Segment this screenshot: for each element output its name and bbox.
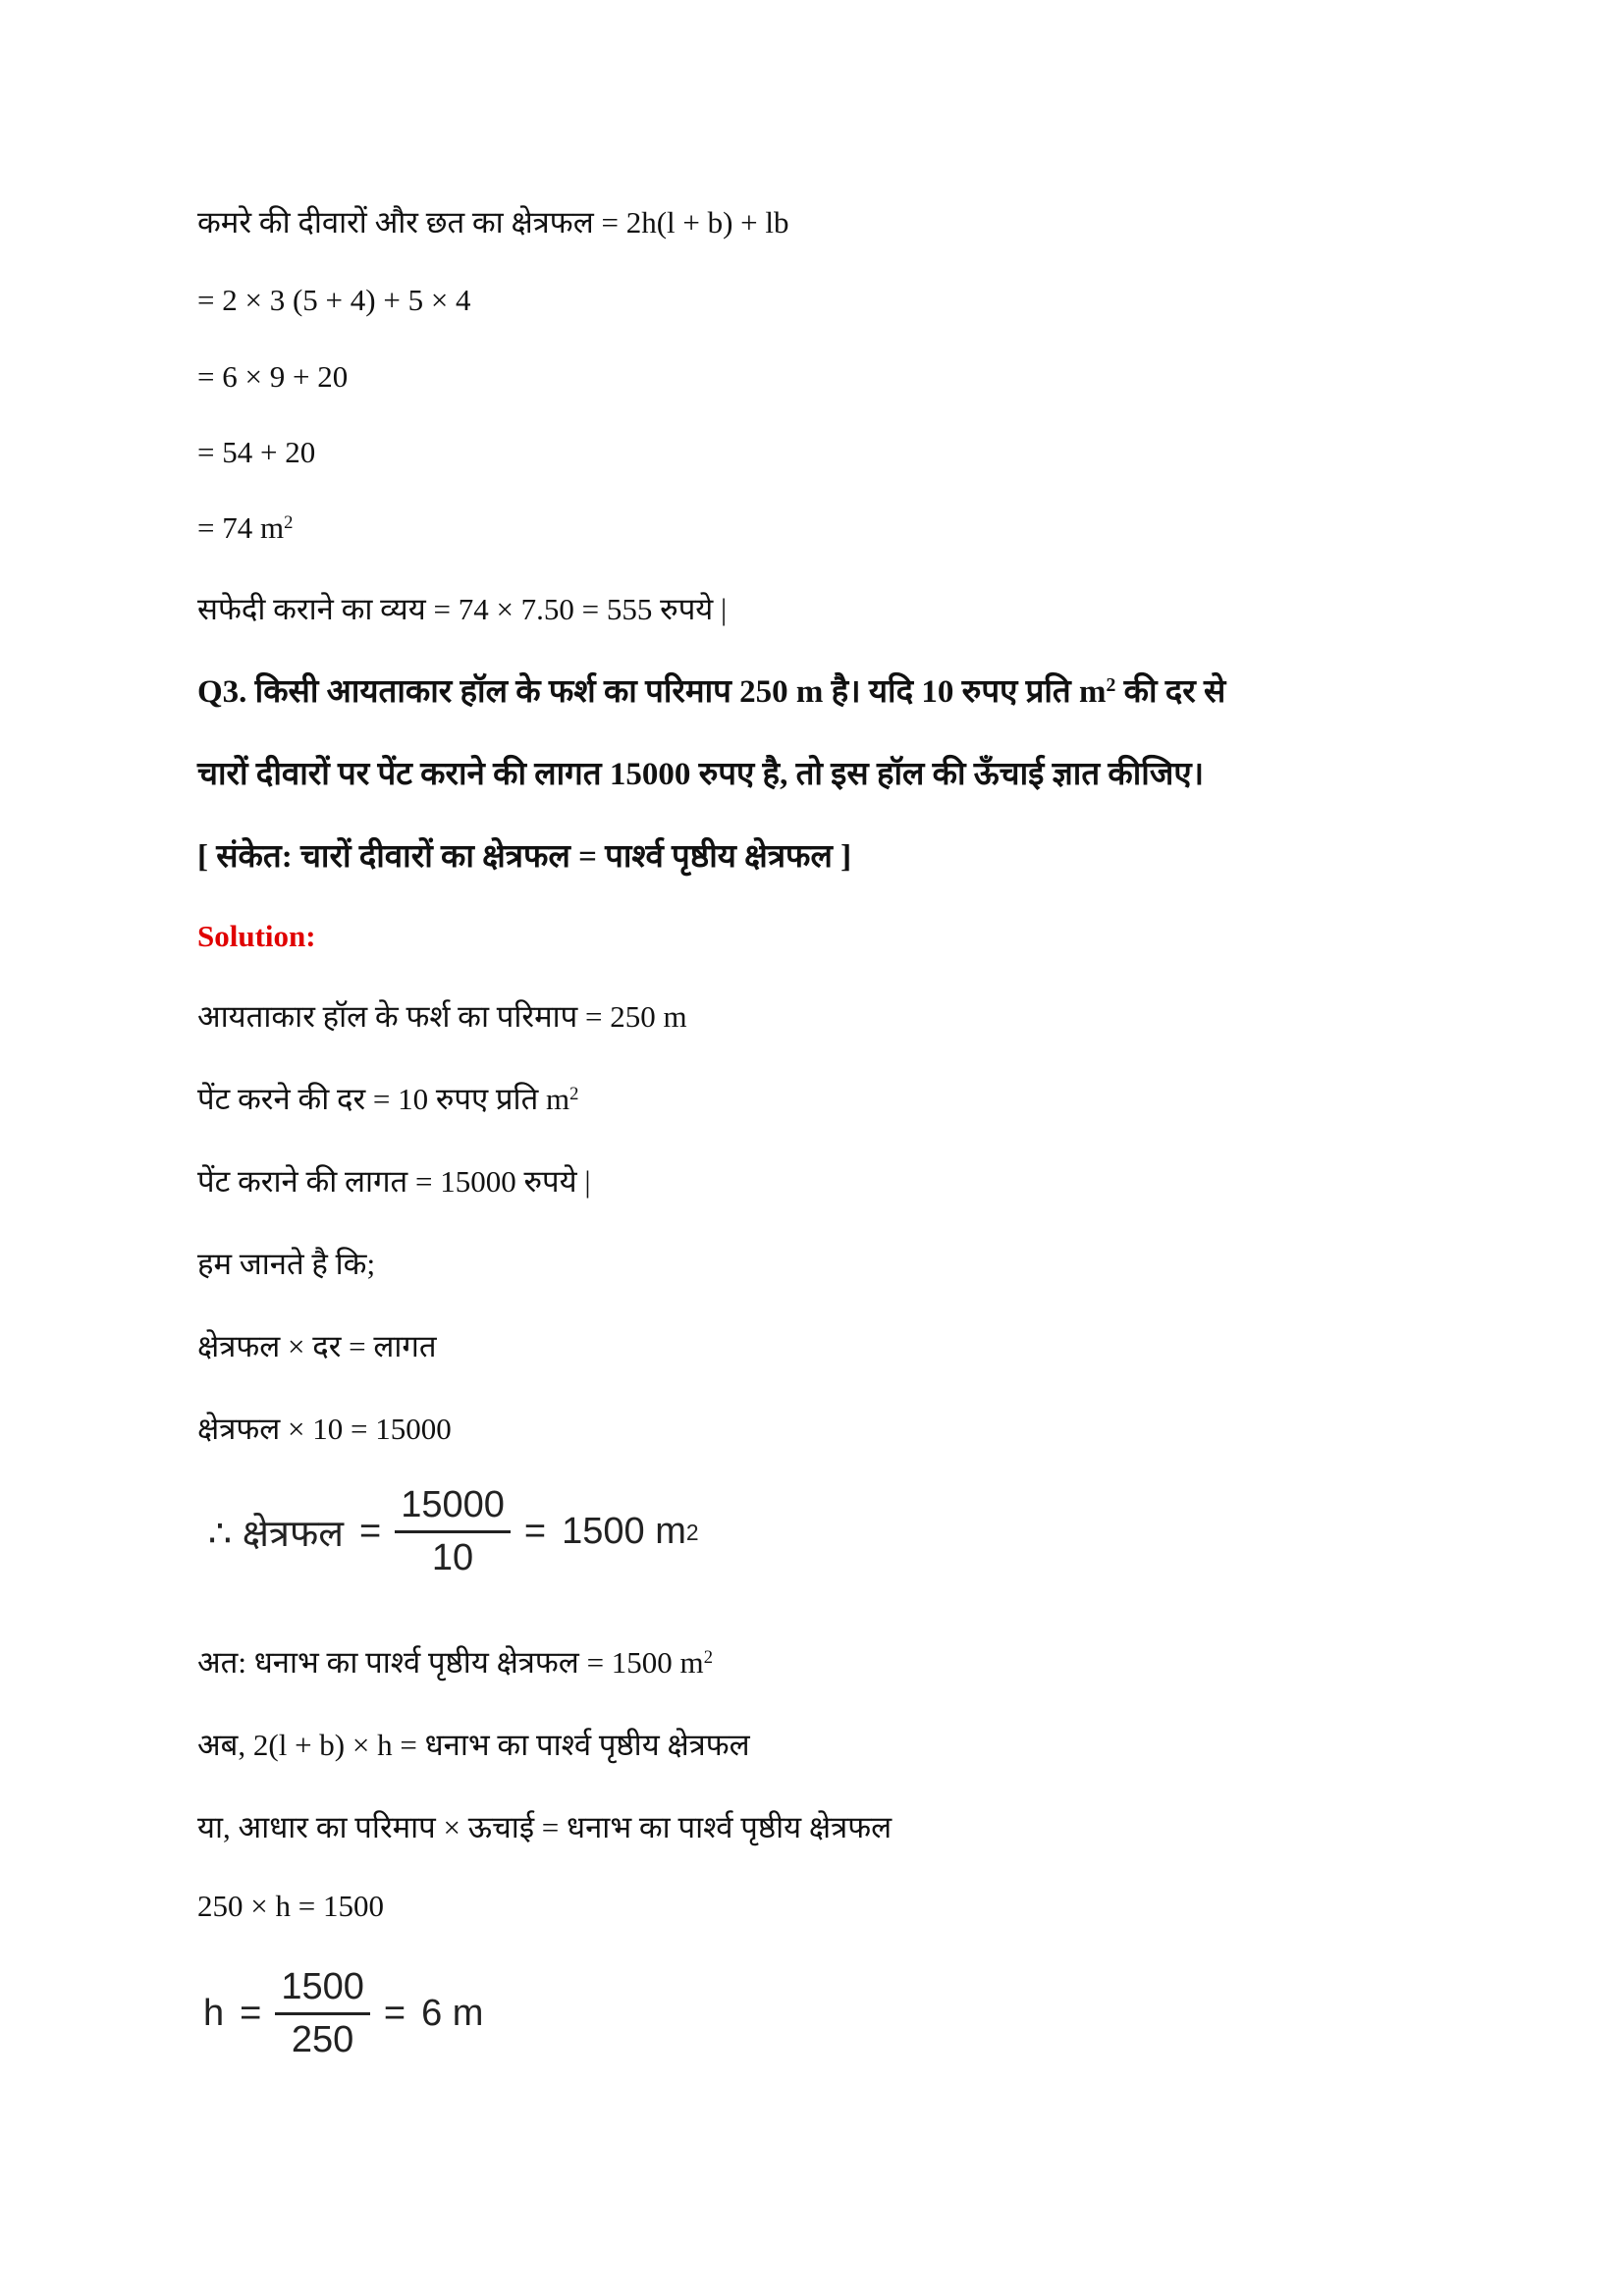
area-fraction: $\frac{15000}{10}$ [395,1484,511,1579]
calc-step-2: = 6 × 9 + 20 [197,359,349,394]
calc-step-4: = 74 $m^2$ [197,510,294,545]
solution-label: Solution: [197,919,316,953]
walls-ceiling-area-formula: कमरे की दीवारों और छत का क्षेत्रफल = 2h(l + b) + lb [197,205,789,240]
solution-line-lateral-formula: अब, 2(l + b) × h = धनाभ का पार्श्व पृष्ठीय क्षेत्रफल [197,1728,750,1762]
solution-line-formula: क्षेत्रफल × दर = लागत [197,1329,437,1363]
calc-step-3: = 54 + 20 [197,435,316,469]
solution-line-substitute: क्षेत्रफल × 10 = 15000 [197,1412,452,1446]
whitewash-cost-line: सफेदी कराने का व्यय = 74 × 7.50 = 555 रुपये | [197,592,728,626]
question-hint: [ संकेत: चारों दीवारों का क्षेत्रफल = पार्श्व पृष्ठीय क्षेत्रफल ] [197,839,852,875]
question-line-2: चारों दीवारों पर पेंट कराने की लागत 15000 रुपए है, तो इस हॉल की ऊँचाई ज्ञात कीजिए। [197,757,1205,792]
solution-line-rate: पेंट करने की दर = 10 रुपए प्रति $m^2$ [197,1082,579,1116]
question-line-1: Q3. किसी आयताकार हॉल के फर्श का परिमाप 250 m है। यदि 10 रुपए प्रति $m^2$ की दर से [197,674,1226,710]
height-fraction: $\frac{1500}{250}$ [275,1966,370,2061]
solution-line-perimeter: आयताकार हॉल के फर्श का परिमाप = 250 m [197,999,687,1034]
solution-line-lateral-area: अत: धनाभ का पार्श्व पृष्ठीय क्षेत्रफल = 1500 $m^2$ [197,1645,713,1680]
solution-line-cost: पेंट कराने की लागत = 15000 रुपये | [197,1164,591,1199]
solution-line-we-know: हम जानते है कि; [197,1247,376,1281]
height-fraction-equation: h = $\frac{1500}{250}$ = 6 m [203,1966,484,2060]
area-fraction-equation: ∴ क्षेत्रफल = $\frac{15000}{10}$ = 1500 m 2 [208,1484,699,1578]
calc-step-1: = 2 × 3 (5 + 4) + 5 × 4 [197,283,471,317]
solution-line-perimeter-height: या, आधार का परिमाप × ऊचाई = धनाभ का पार्श्व पृष्ठीय क्षेत्रफल [197,1810,893,1844]
solution-line-equation: 250 × h = 1500 [197,1889,384,1923]
